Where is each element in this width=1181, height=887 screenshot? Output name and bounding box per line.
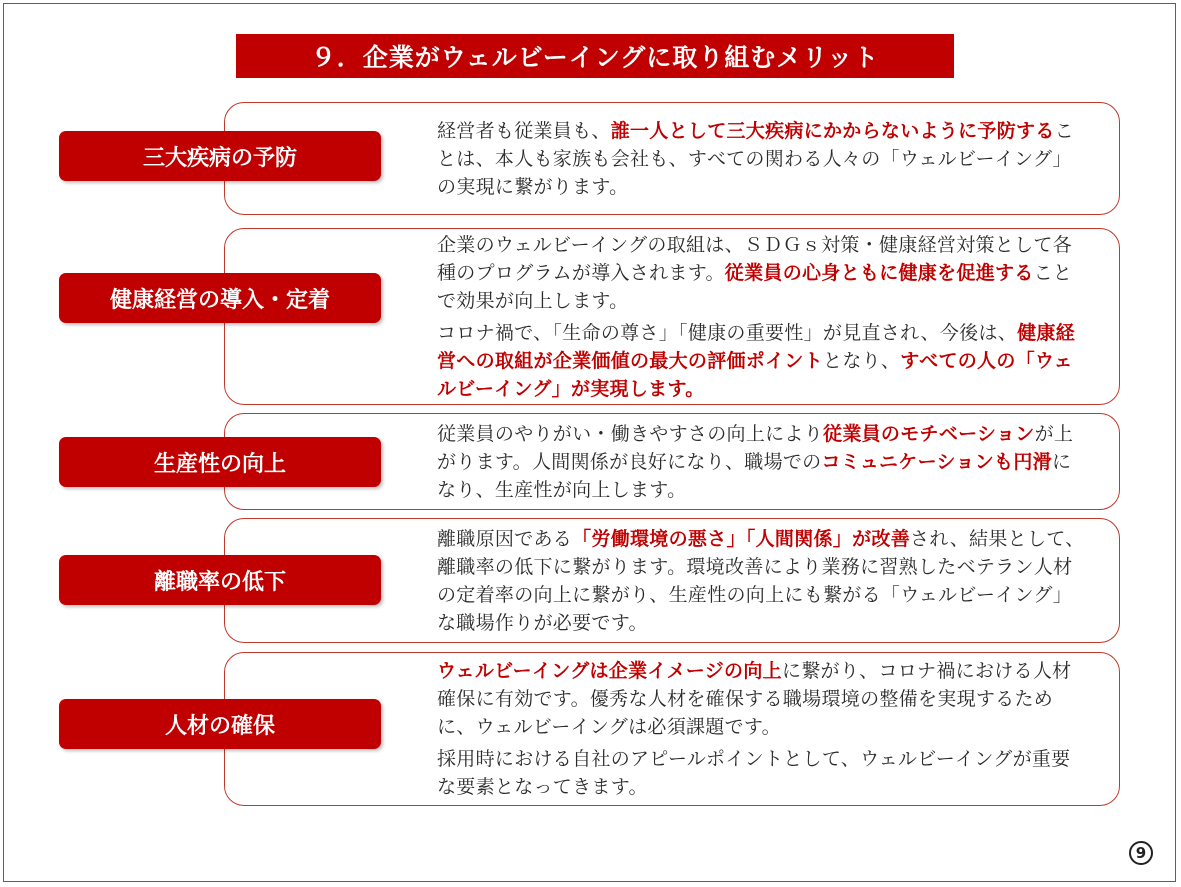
- slide: [3, 3, 1176, 882]
- section-label-turnover: 離職率の低下: [59, 555, 381, 605]
- section-body: [437, 117, 1089, 201]
- highlight-text: 従業員のモチベーション: [823, 422, 1035, 445]
- section-body: [437, 525, 1089, 637]
- section-label-talent: 人材の確保: [59, 699, 381, 749]
- highlight-text: すべての人の「ウェルビーイング」が実現します。: [437, 349, 1073, 400]
- section-paragraph: [437, 117, 1089, 201]
- highlight-text: 誰一人として三大疾病にかからないように予防する: [610, 119, 1055, 142]
- highlight-text: コミュニケーションも円滑: [821, 450, 1052, 473]
- body-text: ことで効果が向上します。: [437, 261, 1073, 312]
- highlight-text: 「労働環境の悪さ」「人間関係」が改善: [572, 527, 911, 550]
- section-paragraph: [437, 525, 1089, 637]
- section-label-productivity: 生産性の向上: [59, 437, 381, 487]
- section-paragraph: [437, 231, 1089, 315]
- highlight-text: ウェルビーイングは企業イメージの向上: [437, 660, 782, 682]
- body-text: に繋がり、コロナ禍における人材確保に有効です。優秀な人材を確保する職場環境の整備を実現するために、ウェルビーイングは必須課題です。: [437, 660, 1072, 738]
- highlight-text: 健康経営への取組が企業価値の最大の評価ポイント: [437, 321, 1075, 372]
- page-number-badge: 9: [1129, 841, 1153, 865]
- body-text: 採用時における自社のアピールポイントとして、ウェルビーイングが重要な要素となってきます。: [437, 748, 1071, 798]
- page-title: ９．企業がウェルビーイングに取り組むメリット: [236, 34, 954, 78]
- body-text: 企業のウェルビーイングの取組は、ＳＤＧｓ対策・健康経営対策として各種のプログラムが導入されます。: [437, 233, 1073, 284]
- highlight-text: 従業員の心身ともに健康を促進する: [724, 261, 1034, 284]
- section-paragraph: [437, 420, 1089, 504]
- section-paragraph: [437, 745, 1089, 801]
- body-text: ことは、本人も家族も会社も、すべての関わる人々の「ウェルビーイング」の実現に繋がります。: [437, 119, 1074, 198]
- section-label-prevention: 三大疾病の予防: [59, 131, 381, 181]
- body-text: が上がります。人間関係が良好になり、職場での: [437, 422, 1074, 473]
- body-text: になり、生産性が向上します。: [437, 450, 1072, 501]
- section-label-health-management: 健康経営の導入・定着: [59, 273, 381, 323]
- body-text: コロナ禍で、「生命の尊さ」「健康の重要性」が見直され、今後は、: [437, 321, 1018, 344]
- section-body: [437, 231, 1089, 403]
- section-paragraph: [437, 319, 1089, 403]
- body-text: となり、: [823, 349, 901, 372]
- body-text: され、結果として、離職率の低下に繋がります。環境改善により業務に習熟したベテラン人材の定着率の向上に繋がり、生産性の向上にも繋がる「ウェルビーイング」な職場作りが必要です。: [437, 527, 1085, 634]
- section-body: [437, 420, 1089, 504]
- section-body: [437, 657, 1089, 801]
- body-text: 経営者も従業員も、: [437, 119, 611, 142]
- section-paragraph: [437, 657, 1089, 741]
- body-text: 離職原因である: [437, 527, 573, 550]
- body-text: 従業員のやりがい・働きやすさの向上により: [437, 422, 824, 445]
